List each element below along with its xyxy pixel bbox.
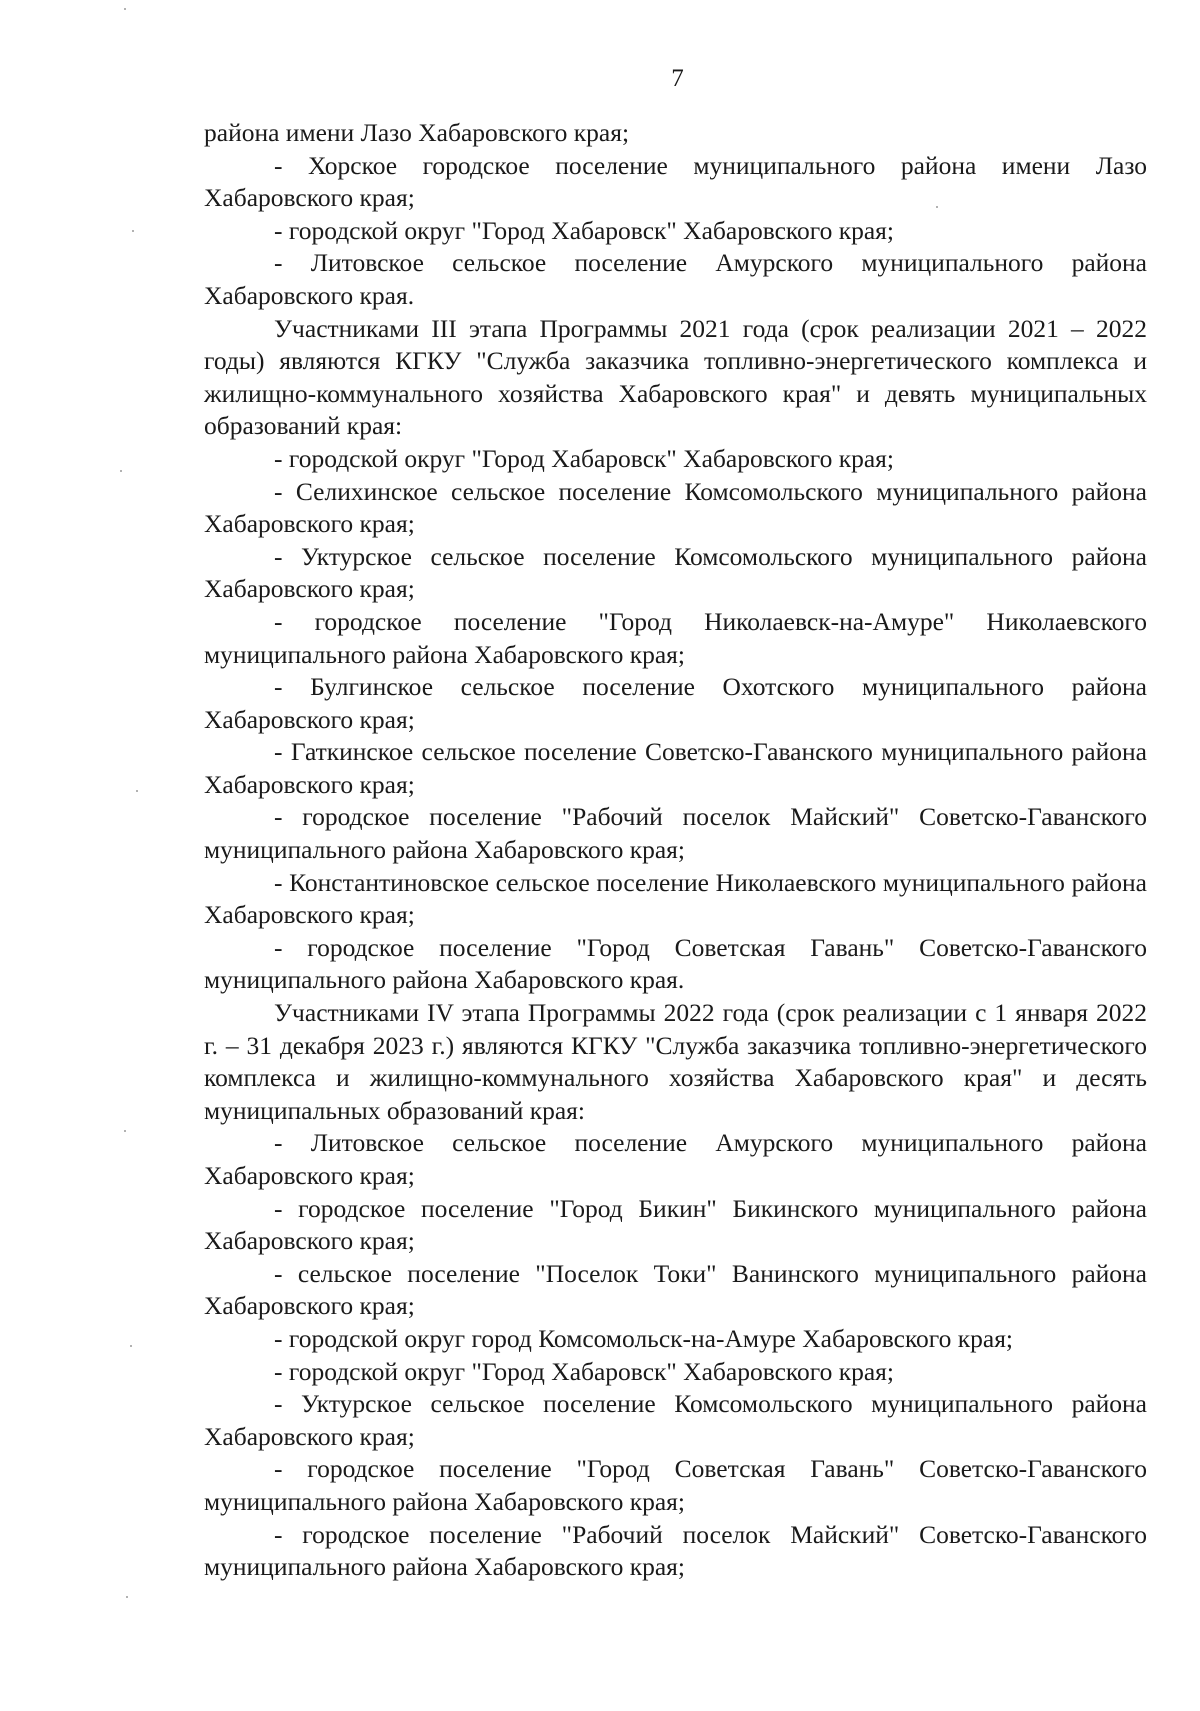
paragraph-stage-3-intro: Участниками III этапа Программы 2021 года (срок реализации 2021 – 2022 годы) являются КГКУ "Служба заказчика топливно-энергетического комплекса и жилищно-коммунального хозяйства Хабаровского края" и девять муниципальных образований края: — [204, 313, 1147, 441]
list-item-toki: - сельское поселение "Поселок Токи" Ванинского муниципального района Хабаровского края; — [204, 1258, 1147, 1321]
list-item-litovskoe: - Литовское сельское поселение Амурского муниципального района Хабаровского края; — [204, 1128, 1147, 1190]
list-item-ukturskoe: - Уктурское сельское поселение Комсомольского муниципального района Хабаровского края; — [204, 541, 1147, 604]
paragraph-stage-4-intro: Участниками IV этапа Программы 2022 года (срок реализации с 1 января 2022 г. – 31 декабря 2023 г.) являются КГКУ "Служба заказчика топливно-энергетического комплекса и жилищно-коммунального хозяйства Хабаровского края" и десять муниципальных образований края: — [204, 998, 1147, 1125]
list-item-maysky: - городское поселение "Рабочий поселок Майский" Советско-Гаванского муниципального района Хабаровского края; — [204, 802, 1147, 865]
list-item-komsomolsk: - городской округ город Комсомольск-на-Амуре Хабаровского края; — [274, 1323, 1014, 1353]
list-item-litovskoe: - Литовское сельское поселение Амурского муниципального района Хабаровского края. — [204, 248, 1147, 310]
list-item-khorskoe: - Хорское городское поселение муниципального района имени Лазо Хабаровского края; — [204, 150, 1147, 213]
list-item-khabarovsk: - городской округ "Город Хабаровск" Хабаровского края; — [274, 1356, 894, 1386]
list-item-ukturskoe: - Уктурское сельское поселение Комсомольского муниципального района Хабаровского края; — [204, 1389, 1147, 1451]
list-item-nikolaevsk: - городское поселение "Город Николаевск-на-Амуре" Николаевского муниципального района Хабаровского края; — [204, 606, 1147, 669]
list-item-gatkinskoe: - Гаткинское сельское поселение Советско-Гаванского муниципального района Хабаровского края; — [204, 737, 1147, 799]
list-item-sovetskaya-gavan: - городское поселение "Город Советская Гавань" Советско-Гаванского муниципального района Хабаровского края; — [204, 1454, 1147, 1516]
page-number: 7 — [671, 65, 684, 92]
document-body — [204, 117, 1147, 1584]
list-item-konstantinovskoe: - Константиновское сельское поселение Николаевского муниципального района Хабаровского края; — [204, 867, 1147, 930]
list-item-maysky: - городское поселение "Рабочий поселок Майский" Советско-Гаванского муниципального района Хабаровского края; — [204, 1519, 1147, 1582]
list-item-selikhinskoe: - Селихинское сельское поселение Комсомольского муниципального района Хабаровского края; — [204, 476, 1147, 539]
paragraph-lazo-continuation: района имени Лазо Хабаровского края; — [204, 118, 630, 147]
list-item-bulginskoe: - Булгинское сельское поселение Охотского муниципального района Хабаровского края; — [204, 672, 1147, 734]
list-item-khabarovsk: - городской округ "Город Хабаровск" Хабаровского края; — [274, 443, 894, 473]
list-item-khabarovsk: - городской округ "Город Хабаровск" Хабаровского края; — [274, 215, 894, 245]
list-item-sovetskaya-gavan: - городское поселение "Город Советская Гавань" Советско-Гаванского муниципального района Хабаровского края. — [204, 932, 1147, 995]
list-item-bikin: - городское поселение "Город Бикин" Бикинского муниципального района Хабаровского края; — [204, 1193, 1147, 1256]
